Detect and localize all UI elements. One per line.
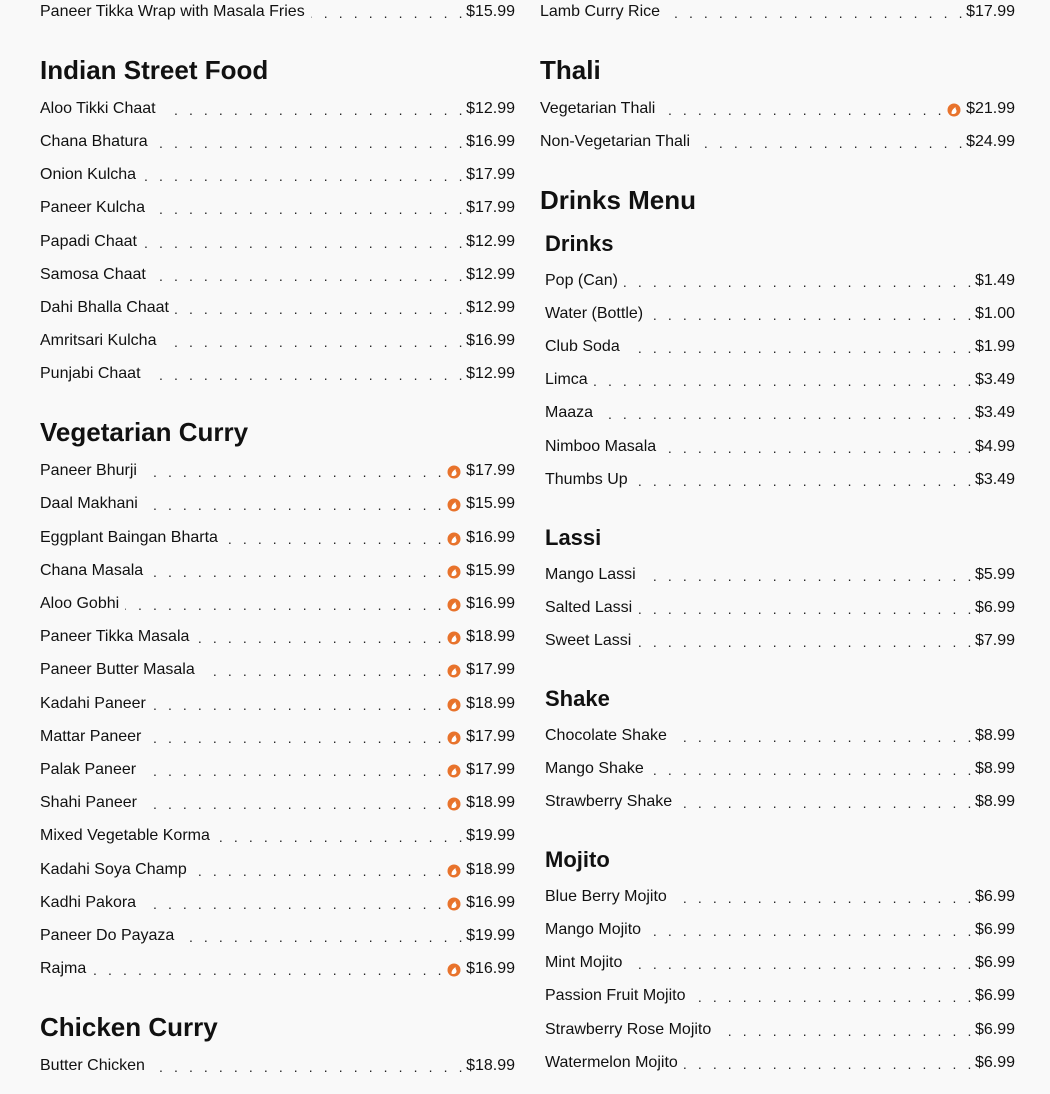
menu-item-price: $18.99 — [466, 1057, 515, 1074]
menu-item-price: $17.99 — [466, 166, 515, 183]
menu-item-name: Daal Makhani — [40, 495, 138, 512]
menu-item-daal-makhani — [40, 492, 515, 514]
menu-item-price: $5.99 — [974, 566, 1015, 583]
menu-item-name: Lamb Curry Rice — [540, 3, 661, 20]
menu-item-dahi-bhalla-chaat — [40, 296, 515, 318]
menu-item-price: $16.99 — [466, 960, 515, 977]
menu-item-price: $18.99 — [466, 695, 515, 712]
menu-item-pop-can — [545, 269, 1015, 291]
menu-item-price: $6.99 — [974, 599, 1015, 616]
menu-item-price: $3.49 — [974, 471, 1015, 488]
menu-item-price: $6.99 — [974, 954, 1015, 971]
menu-item-chana-bhatura — [40, 130, 515, 152]
dot-leader — [162, 101, 466, 119]
section-heading-vegetarian-curry: Vegetarian Curry — [40, 417, 249, 447]
menu-item-price: $6.99 — [974, 987, 1015, 1004]
menu-item-name: Chana Masala — [40, 562, 144, 579]
dot-leader — [152, 267, 466, 285]
menu-item-price: $16.99 — [466, 595, 515, 612]
dot-leader — [637, 633, 975, 651]
dot-leader — [144, 496, 445, 514]
dot-leader — [125, 596, 445, 614]
menu-item-kadahi-paneer — [40, 692, 515, 714]
menu-item-name: Palak Paneer — [40, 761, 137, 778]
menu-item-price: $18.99 — [466, 861, 515, 878]
section-heading-mojito: Mojito — [545, 847, 610, 872]
dot-leader — [195, 629, 445, 647]
dot-leader — [201, 662, 445, 680]
menu-item-name: Strawberry Rose Mojito — [545, 1021, 712, 1038]
menu-item-sweet-lassi — [545, 629, 1015, 651]
menu-item-onion-kulcha — [40, 163, 515, 185]
menu-item-price: $12.99 — [466, 299, 515, 316]
dot-leader — [175, 300, 466, 318]
menu-item-price: $16.99 — [466, 894, 515, 911]
dot-leader — [142, 762, 445, 780]
menu-item-name: Paneer Tikka Wrap with Masala Fries — [40, 3, 305, 20]
menu-item-blue-berry-mojito — [545, 885, 1015, 907]
menu-item-name: Mattar Paneer — [40, 728, 142, 745]
dot-leader — [143, 463, 445, 481]
menu-item-price: $21.99 — [966, 100, 1015, 117]
menu-item-name: Eggplant Baingan Bharta — [40, 529, 218, 546]
menu-item-price: $6.99 — [974, 1054, 1015, 1071]
menu-item-name: Kadahi Paneer — [40, 695, 146, 712]
menu-item-name: Maaza — [545, 404, 594, 421]
menu-item-name: Shahi Paneer — [40, 794, 137, 811]
menu-item-paneer-butter-masala — [40, 658, 515, 680]
menu-item-name: Non-Vegetarian Thali — [540, 133, 691, 150]
menu-item-price: $1.00 — [974, 305, 1015, 322]
dot-leader — [673, 889, 975, 907]
menu-item-price: $7.99 — [974, 632, 1015, 649]
menu-item-price: $3.49 — [974, 404, 1015, 421]
menu-item-price: $17.99 — [466, 728, 515, 745]
menu-item-punjabi-chaat — [40, 362, 515, 384]
menu-item-paneer-bhurji — [40, 459, 515, 481]
menu-item-name: Paneer Butter Masala — [40, 661, 195, 678]
dot-leader — [594, 372, 975, 390]
menu-item-price: $12.99 — [466, 100, 515, 117]
menu-item-name: Paneer Do Payaza — [40, 927, 175, 944]
menu-item-name: Passion Fruit Mojito — [545, 987, 686, 1004]
menu-item-price: $15.99 — [466, 3, 515, 20]
menu-item-mint-mojito — [545, 951, 1015, 973]
menu-item-aloo-gobhi — [40, 592, 515, 614]
spicy-icon — [447, 465, 461, 479]
menu-item-name: Punjabi Chaat — [40, 365, 141, 382]
dot-leader — [180, 928, 466, 946]
menu-item-name: Papadi Chaat — [40, 233, 137, 250]
dot-leader — [673, 728, 975, 746]
menu-item-name: Chocolate Shake — [545, 727, 667, 744]
menu-item-price: $18.99 — [466, 628, 515, 645]
section-heading-thali: Thali — [540, 55, 601, 85]
dot-leader — [661, 101, 945, 119]
menu-item-paneer-tikka-wrap-with-masala-fries — [40, 0, 515, 22]
menu-item-chocolate-shake — [545, 724, 1015, 746]
menu-item-name: Water (Bottle) — [545, 305, 644, 322]
menu-item-eggplant-baingan-bharta — [40, 526, 515, 548]
menu-item-nimboo-masala — [545, 435, 1015, 457]
dot-leader — [649, 306, 975, 324]
menu-item-price: $17.99 — [466, 462, 515, 479]
menu-item-non-vegetarian-thali — [540, 130, 1015, 152]
menu-item-paneer-tikka-masala — [40, 625, 515, 647]
menu-item-limca — [545, 368, 1015, 390]
section-heading-shake: Shake — [545, 686, 610, 711]
menu-item-price: $19.99 — [466, 927, 515, 944]
menu-item-name: Vegetarian Thali — [540, 100, 656, 117]
dot-leader — [143, 234, 466, 252]
menu-item-strawberry-shake — [545, 790, 1015, 812]
menu-item-price: $6.99 — [974, 921, 1015, 938]
menu-item-price: $16.99 — [466, 332, 515, 349]
dot-leader — [684, 1055, 975, 1073]
menu-item-price: $8.99 — [974, 793, 1015, 810]
dot-leader — [642, 567, 975, 585]
menu-item-price: $17.99 — [466, 761, 515, 778]
menu-item-shahi-paneer — [40, 791, 515, 813]
dot-leader — [151, 200, 466, 218]
dot-leader — [638, 600, 975, 618]
menu-item-name: Amritsari Kulcha — [40, 332, 157, 349]
menu-item-name: Onion Kulcha — [40, 166, 137, 183]
menu-item-salted-lassi — [545, 596, 1015, 618]
menu-item-club-soda — [545, 335, 1015, 357]
menu-item-name: Blue Berry Mojito — [545, 888, 667, 905]
menu-item-price: $17.99 — [466, 661, 515, 678]
menu-item-name: Salted Lassi — [545, 599, 633, 616]
menu-item-price: $18.99 — [466, 794, 515, 811]
menu-item-price: $6.99 — [974, 1021, 1015, 1038]
dot-leader — [224, 530, 445, 548]
section-heading-lassi: Lassi — [545, 525, 602, 550]
dot-leader — [717, 1022, 975, 1040]
menu-item-price: $4.99 — [974, 438, 1015, 455]
dot-leader — [647, 922, 975, 940]
menu-item-price: $1.49 — [974, 272, 1015, 289]
menu-item-name: Thumbs Up — [545, 471, 628, 488]
menu-item-price: $19.99 — [466, 827, 515, 844]
menu-item-price: $12.99 — [466, 365, 515, 382]
menu-item-name: Strawberry Shake — [545, 793, 673, 810]
menu-item-name: Aloo Gobhi — [40, 595, 120, 612]
menu-item-butter-chicken — [40, 1054, 515, 1076]
dot-leader — [152, 696, 445, 714]
dot-leader — [147, 366, 467, 384]
dot-leader — [216, 828, 466, 846]
menu-item-price: $1.99 — [974, 338, 1015, 355]
spicy-icon — [447, 731, 461, 745]
menu-item-samosa-chaat — [40, 263, 515, 285]
menu-item-price: $17.99 — [466, 199, 515, 216]
dot-leader — [151, 1058, 466, 1076]
spicy-icon — [447, 664, 461, 678]
menu-item-lamb-curry-rice — [540, 0, 1015, 22]
menu-item-mango-mojito — [545, 918, 1015, 940]
dot-leader — [162, 333, 466, 351]
dot-leader — [678, 794, 975, 812]
spicy-icon — [447, 631, 461, 645]
menu-item-palak-paneer — [40, 758, 515, 780]
menu-item-mango-shake — [545, 757, 1015, 779]
menu-item-passion-fruit-mojito — [545, 984, 1015, 1006]
menu-item-price: $3.49 — [974, 371, 1015, 388]
menu-item-mattar-paneer — [40, 725, 515, 747]
section-heading-drinks-menu: Drinks Menu — [540, 185, 697, 215]
menu-item-price: $8.99 — [974, 760, 1015, 777]
menu-item-price: $15.99 — [466, 562, 515, 579]
menu-item-price: $8.99 — [974, 727, 1015, 744]
dot-leader — [628, 955, 975, 973]
section-heading-chicken-curry: Chicken Curry — [40, 1012, 218, 1042]
menu-item-name: Dahi Bhalla Chaat — [40, 299, 169, 316]
dot-leader — [696, 134, 966, 152]
menu-item-name: Mango Lassi — [545, 566, 636, 583]
spicy-icon — [447, 565, 461, 579]
section-heading-drinks: Drinks — [545, 231, 614, 256]
dot-leader — [142, 167, 466, 185]
menu-item-name: Rajma — [40, 960, 87, 977]
dot-leader — [147, 729, 445, 747]
menu-item-kadhi-pakora — [40, 891, 515, 913]
menu-item-price: $17.99 — [966, 3, 1015, 20]
menu-item-name: Limca — [545, 371, 588, 388]
menu-item-strawberry-rose-mojito — [545, 1018, 1015, 1040]
dot-leader — [692, 988, 975, 1006]
dot-leader — [143, 795, 445, 813]
spicy-icon — [447, 897, 461, 911]
menu-item-price: $12.99 — [466, 266, 515, 283]
menu-item-price: $6.99 — [974, 888, 1015, 905]
dot-leader — [311, 4, 466, 22]
menu-item-name: Mint Mojito — [545, 954, 623, 971]
menu-item-name: Samosa Chaat — [40, 266, 146, 283]
menu-item-price: $16.99 — [466, 133, 515, 150]
menu-item-paneer-do-payaza — [40, 924, 515, 946]
menu-item-name: Club Soda — [545, 338, 620, 355]
menu-item-name: Sweet Lassi — [545, 632, 632, 649]
spicy-icon — [947, 103, 961, 117]
dot-leader — [662, 439, 975, 457]
menu-item-mixed-vegetable-korma — [40, 824, 515, 846]
menu-item-name: Pop (Can) — [545, 272, 618, 289]
menu-item-mango-lassi — [545, 563, 1015, 585]
menu-item-amritsari-kulcha — [40, 329, 515, 351]
spicy-icon — [447, 498, 461, 512]
menu-item-name: Kadhi Pakora — [40, 894, 137, 911]
spicy-icon — [447, 532, 461, 546]
menu-item-name: Butter Chicken — [40, 1057, 145, 1074]
dot-leader — [142, 895, 445, 913]
menu-item-price: $15.99 — [466, 495, 515, 512]
spicy-icon — [447, 797, 461, 811]
menu-item-maaza — [545, 401, 1015, 423]
spicy-icon — [447, 764, 461, 778]
menu-item-name: Watermelon Mojito — [545, 1054, 678, 1071]
menu-item-price: $16.99 — [466, 529, 515, 546]
spicy-icon — [447, 698, 461, 712]
menu-item-papadi-chaat — [40, 230, 515, 252]
dot-leader — [599, 405, 975, 423]
menu-item-name: Chana Bhatura — [40, 133, 148, 150]
menu-item-water-bottle — [545, 302, 1015, 324]
dot-leader — [626, 339, 975, 357]
menu-item-vegetarian-thali — [540, 97, 1015, 119]
menu-item-price: $12.99 — [466, 233, 515, 250]
dot-leader — [624, 273, 975, 291]
menu-item-name: Kadahi Soya Champ — [40, 861, 187, 878]
dot-leader — [193, 862, 445, 880]
menu-item-name: Aloo Tikki Chaat — [40, 100, 156, 117]
menu-item-kadahi-soya-champ — [40, 858, 515, 880]
menu-item-name: Mixed Vegetable Korma — [40, 827, 210, 844]
dot-leader — [650, 761, 975, 779]
spicy-icon — [447, 963, 461, 977]
menu-item-aloo-tikki-chaat — [40, 97, 515, 119]
menu-item-name: Mango Shake — [545, 760, 644, 777]
dot-leader — [634, 472, 975, 490]
dot-leader — [666, 4, 966, 22]
menu-item-name: Paneer Tikka Masala — [40, 628, 190, 645]
menu-item-watermelon-mojito — [545, 1051, 1015, 1073]
menu-item-name: Nimboo Masala — [545, 438, 657, 455]
spicy-icon — [447, 598, 461, 612]
menu-item-name: Paneer Bhurji — [40, 462, 137, 479]
dot-leader — [149, 563, 445, 581]
spicy-icon — [447, 864, 461, 878]
menu-item-chana-masala — [40, 559, 515, 581]
menu-item-name: Paneer Kulcha — [40, 199, 145, 216]
menu-item-thumbs-up — [545, 468, 1015, 490]
section-heading-indian-street-food: Indian Street Food — [40, 55, 269, 85]
dot-leader — [92, 961, 445, 979]
menu-item-rajma — [40, 957, 515, 979]
menu-item-paneer-kulcha — [40, 196, 515, 218]
menu-item-name: Mango Mojito — [545, 921, 642, 938]
dot-leader — [154, 134, 466, 152]
menu-item-price: $24.99 — [966, 133, 1015, 150]
